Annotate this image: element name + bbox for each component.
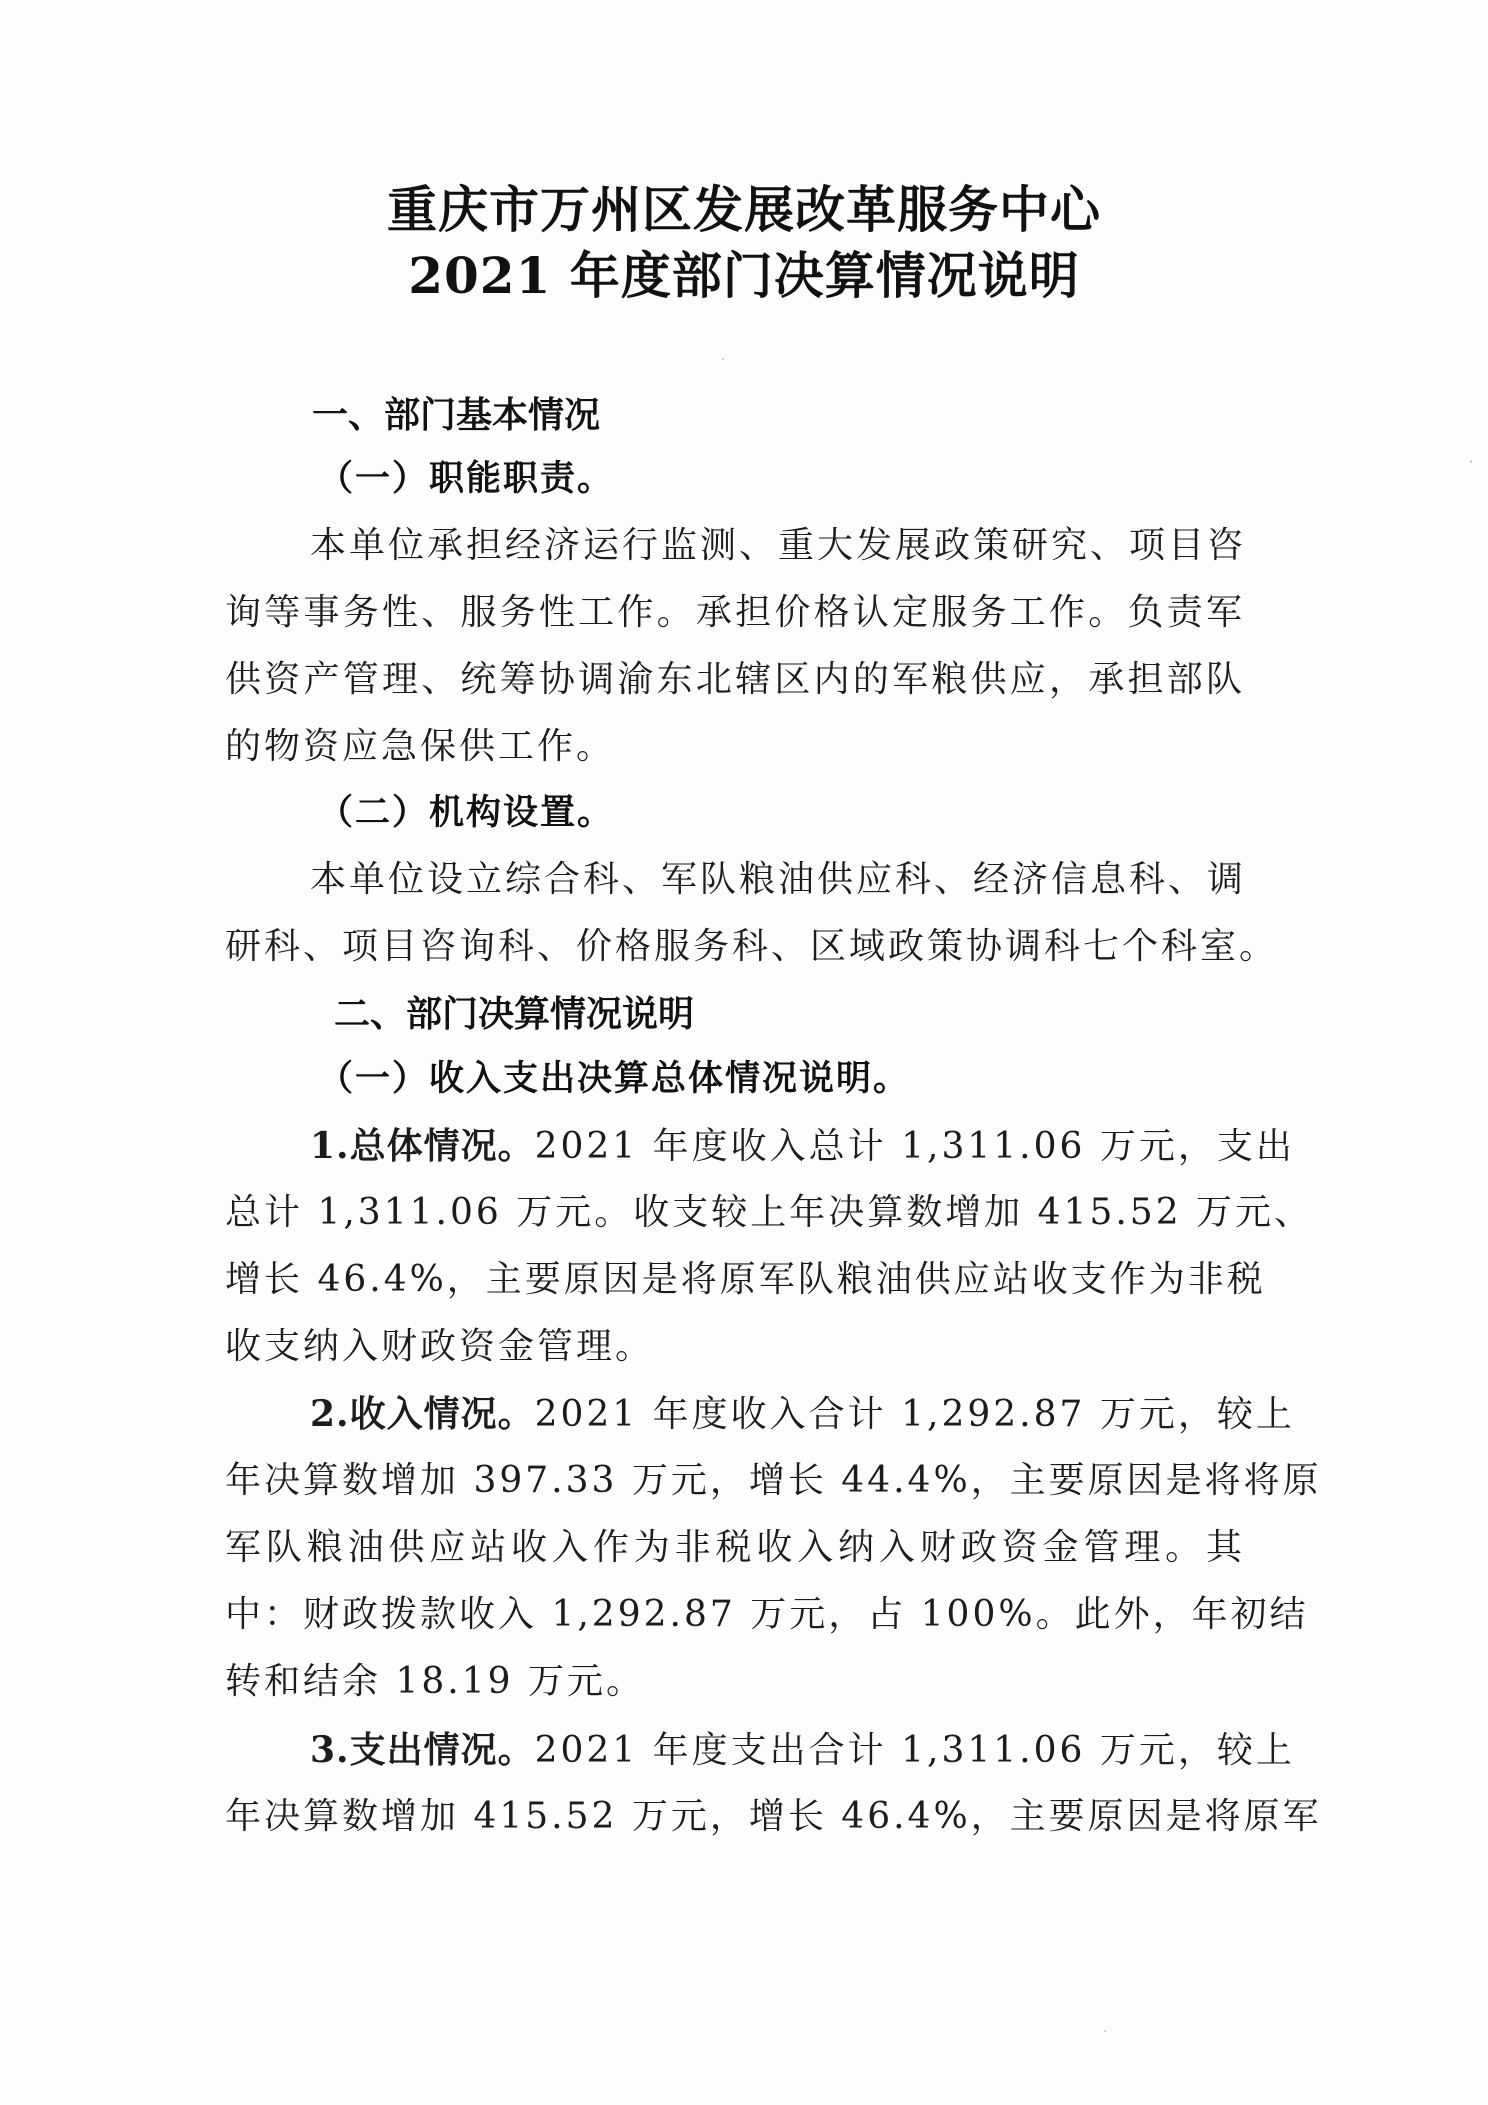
subheading-income-expense-overview: （一）收入支出决算总体情况说明。 [318, 1058, 911, 1099]
income-lead: 2.收入情况。 [310, 1393, 535, 1435]
subheading-organization: （二）机构设置。 [318, 792, 615, 833]
organization-line-2: 研科、项目咨询科、价格服务科、区域政策协调科七个科室。 [225, 926, 1279, 967]
expense-line-2: 年决算数增加 415.52 万元，增长 46.4%，主要原因是将原军 [225, 1796, 1322, 1837]
duties-line-4: 的物资应急保供工作。 [225, 726, 616, 767]
expense-lead: 3.支出情况。 [310, 1729, 535, 1771]
organization-line-1: 本单位设立综合科、军队粮油供应科、经济信息科、调 [310, 859, 1247, 900]
duties-line-3: 供资产管理、统筹协调渝东北辖区内的军粮供应，承担部队 [225, 659, 1245, 700]
expense-line-1 [310, 1725, 1295, 1776]
income-line-3: 军队粮油供应站收入作为非税收入纳入财政资金管理。其 [225, 1527, 1245, 1568]
scan-speck [1104, 2030, 1106, 2032]
section-heading-final-accounts: 二、部门决算情况说明 [334, 993, 695, 1035]
document-title-line1: 重庆市万州区发展改革服务中心 [387, 180, 1101, 239]
overall-line-1 [310, 1121, 1295, 1172]
overall-line-2: 总计 1,311.06 万元。收支较上年决算数增加 415.52 万元、 [225, 1192, 1314, 1233]
income-line-4: 中：财政拨款收入 1,292.87 万元，占 100%。此外，年初结 [225, 1594, 1309, 1635]
scan-speck [722, 358, 724, 360]
income-line-1 [310, 1389, 1295, 1440]
expense-line-1-text: 2021 年度支出合计 1,311.06 万元，较上 [534, 1730, 1295, 1771]
duties-line-1: 本单位承担经济运行监测、重大发展政策研究、项目咨 [310, 525, 1247, 566]
income-line-2: 年决算数增加 397.33 万元，增长 44.4%，主要原因是将将原 [225, 1460, 1322, 1501]
section-heading-basic-info: 一、部门基本情况 [312, 394, 601, 436]
overall-line-3: 增长 46.4%，主要原因是将原军队粮油供应站收支作为非税 [225, 1259, 1266, 1300]
income-line-5: 转和结余 18.19 万元。 [225, 1661, 645, 1702]
document-title-line2: 2021 年度部门决算情况说明 [408, 246, 1080, 305]
overall-lead: 1.总体情况。 [310, 1125, 535, 1167]
scan-speck [1470, 460, 1472, 463]
income-line-1-text: 2021 年度收入合计 1,292.87 万元，较上 [534, 1394, 1295, 1435]
duties-line-2: 询等事务性、服务性工作。承担价格认定服务工作。负责军 [225, 592, 1245, 633]
overall-line-1-text: 2021 年度收入总计 1,311.06 万元，支出 [534, 1126, 1295, 1167]
overall-line-4: 收支纳入财政资金管理。 [225, 1326, 655, 1367]
subheading-duties: （一）职能职责。 [318, 458, 615, 499]
